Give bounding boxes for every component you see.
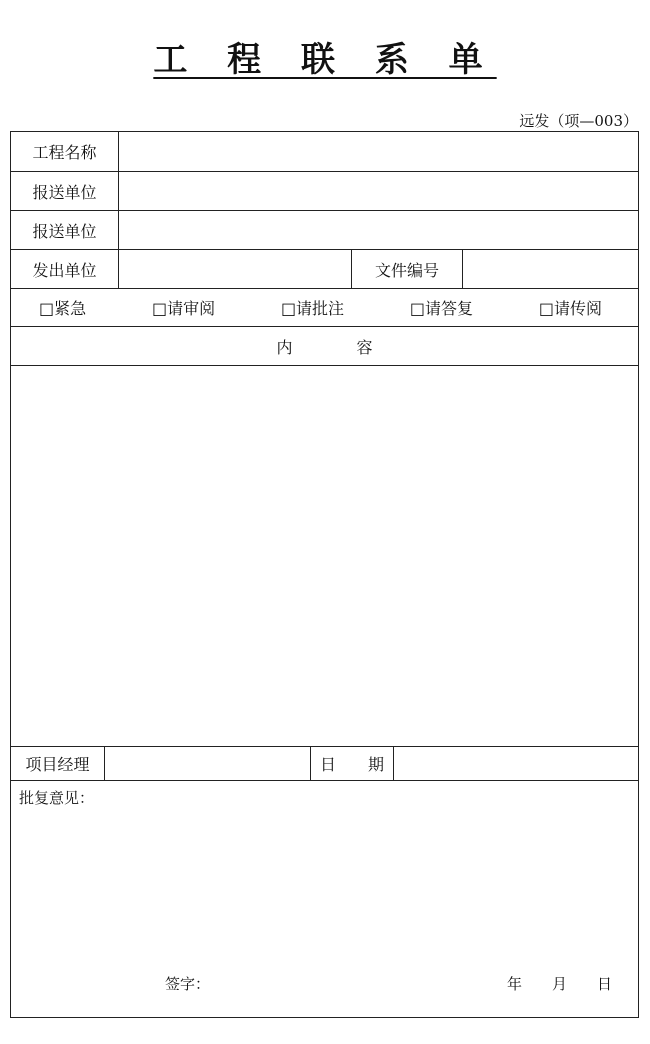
row-sender-unit-2 (11, 211, 638, 250)
approval-date: 年 月 日 (506, 975, 612, 993)
row-pm-date (11, 747, 638, 781)
project-manager-field[interactable] (105, 747, 311, 780)
option-circulate[interactable]: □请传阅 (538, 299, 602, 318)
file-number-field[interactable] (463, 250, 638, 288)
sender-unit-field-2[interactable] (119, 211, 638, 249)
project-manager-label: 项目经理 (11, 747, 105, 780)
date-field[interactable] (394, 747, 638, 780)
row-project-name (11, 132, 638, 172)
approval-label: 批复意见： (19, 789, 95, 807)
issuing-unit-field[interactable] (119, 250, 352, 288)
content-header: 内 容 (276, 337, 373, 357)
row-sender-unit-1 (11, 172, 638, 211)
row-content-body (11, 366, 638, 747)
option-review[interactable]: □请审阅 (151, 299, 216, 318)
document-number: 远发（项—003） (519, 112, 638, 130)
date-label: 日 期 (311, 747, 394, 780)
sender-unit-field-1[interactable] (119, 172, 638, 210)
row-issuing-unit (11, 250, 638, 289)
option-reply[interactable]: □请答复 (409, 299, 474, 318)
content-body-field[interactable] (11, 366, 638, 746)
file-number-label: 文件编号 (352, 250, 463, 288)
approval-section[interactable] (11, 781, 638, 1017)
option-urgent[interactable]: □紧急 (39, 299, 87, 318)
issuing-unit-label: 发出单位 (11, 250, 119, 288)
project-name-label: 工程名称 (11, 132, 119, 171)
project-name-field[interactable] (119, 132, 638, 171)
signature-label: 签字： (165, 975, 211, 993)
options-row (11, 289, 638, 327)
contact-form-table (10, 131, 639, 1018)
option-annotate[interactable]: □请批注 (280, 299, 345, 318)
row-content-header (11, 327, 638, 366)
sender-unit-label-1: 报送单位 (11, 172, 119, 210)
sender-unit-label-2: 报送单位 (11, 211, 119, 249)
form-title: 工 程 联 系 单 (153, 40, 497, 80)
